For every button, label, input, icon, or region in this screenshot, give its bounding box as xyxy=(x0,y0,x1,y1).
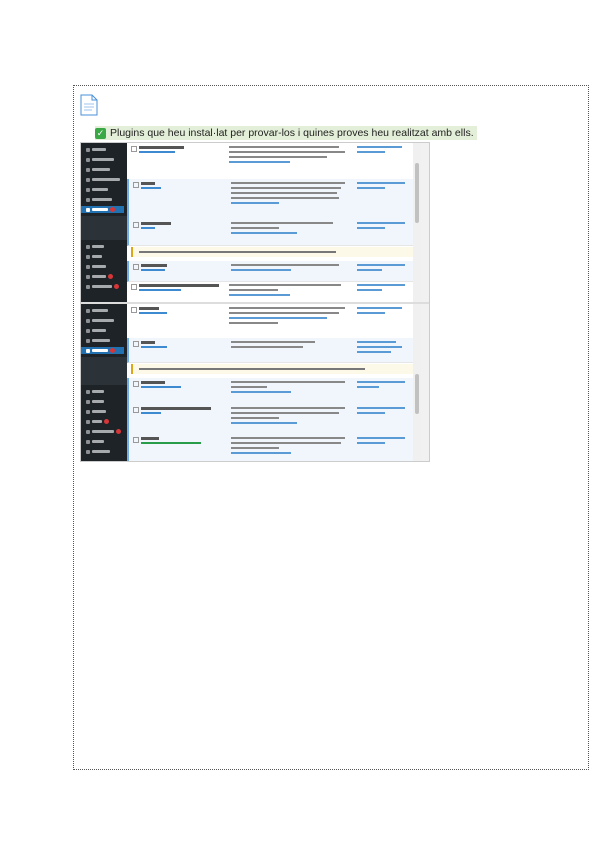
document-icon xyxy=(80,94,98,116)
section-heading xyxy=(95,126,477,140)
admin-sidebar xyxy=(81,143,127,302)
plugins-screenshot xyxy=(80,142,430,462)
admin-sidebar-2 xyxy=(81,304,127,461)
check-mark-icon: ✓ xyxy=(96,127,105,138)
screenshot-part-1 xyxy=(81,143,429,302)
screenshot-part-2 xyxy=(81,302,429,461)
heading-text: Plugins que heu instal·lat per provar-los i quines proves heu realitzat amb ells. xyxy=(110,127,474,139)
